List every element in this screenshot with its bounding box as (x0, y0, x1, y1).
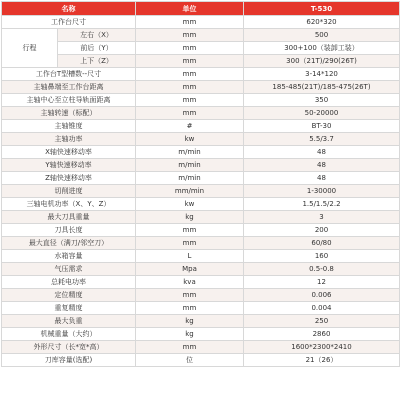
spec-value: 3-14*120 (244, 68, 400, 81)
spec-value: 1600*2300*2410 (244, 341, 400, 354)
spec-unit: mm/min (136, 185, 244, 198)
spec-unit: mm (136, 68, 244, 81)
spec-label: 主轴锥度 (2, 120, 136, 133)
spec-unit: mm (136, 81, 244, 94)
spec-value: 12 (244, 276, 400, 289)
spec-label: 定位精度 (2, 289, 136, 302)
travel-group-label: 行程 (2, 29, 58, 68)
table-row (2, 315, 400, 328)
spec-unit: mm (136, 341, 244, 354)
spec-value: 5.5/3.7 (244, 133, 400, 146)
table-row (2, 302, 400, 315)
spec-label: 水箱容量 (2, 250, 136, 263)
table-row (2, 133, 400, 146)
spec-unit: mm (136, 94, 244, 107)
spec-value: BT-30 (244, 120, 400, 133)
spec-label: 最大直径（满刀/邻空刀） (2, 237, 136, 250)
table-row (2, 237, 400, 250)
spec-value: 0.5-0.8 (244, 263, 400, 276)
spec-unit: m/min (136, 146, 244, 159)
header-model: T-530 (244, 2, 400, 16)
spec-unit: # (136, 120, 244, 133)
spec-unit: m/min (136, 172, 244, 185)
spec-label: 外形尺寸（长*宽*高） (2, 341, 136, 354)
table-row (2, 172, 400, 185)
table-row (2, 55, 400, 68)
spec-label: 刀具长度 (2, 224, 136, 237)
spec-unit: kg (136, 211, 244, 224)
spec-label: X轴快速移动率 (2, 146, 136, 159)
spec-value: 350 (244, 94, 400, 107)
spec-value: 250 (244, 315, 400, 328)
spec-value: 0.006 (244, 289, 400, 302)
spec-label: 三轴电机功率（X、Y、Z） (2, 198, 136, 211)
spec-unit: m/min (136, 159, 244, 172)
table-row (2, 107, 400, 120)
spec-label: 主轴转速（标配） (2, 107, 136, 120)
spec-label: 前后（Y） (58, 42, 136, 55)
spec-unit: kva (136, 276, 244, 289)
table-row (2, 185, 400, 198)
spec-unit: mm (136, 289, 244, 302)
spec-unit: mm (136, 107, 244, 120)
spec-unit: mm (136, 302, 244, 315)
spec-value: 300（21T)/290(26T) (244, 55, 400, 68)
spec-label: 气压需求 (2, 263, 136, 276)
spec-value: 60/80 (244, 237, 400, 250)
spec-label: 最大负重 (2, 315, 136, 328)
table-row (2, 29, 400, 42)
spec-value: 21（26） (244, 354, 400, 367)
spec-unit: kg (136, 328, 244, 341)
spec-value: 620*320 (244, 16, 400, 29)
spec-label: 重复精度 (2, 302, 136, 315)
header-name: 名称 (2, 2, 136, 16)
spec-label: 主轴鼻端至工作台距离 (2, 81, 136, 94)
spec-unit: mm (136, 42, 244, 55)
table-row (2, 289, 400, 302)
table-row (2, 276, 400, 289)
spec-label: 上下（Z） (58, 55, 136, 68)
spec-value: 3 (244, 211, 400, 224)
spec-unit: 位 (136, 354, 244, 367)
spec-unit: mm (136, 237, 244, 250)
spec-label: Z轴快速移动率 (2, 172, 136, 185)
table-row (2, 263, 400, 276)
spec-value: 2860 (244, 328, 400, 341)
table-row (2, 211, 400, 224)
spec-value: 200 (244, 224, 400, 237)
spec-label: Y轴快速移动率 (2, 159, 136, 172)
header-unit: 单位 (136, 2, 244, 16)
spec-label: 主轴中心至立柱导轨面距离 (2, 94, 136, 107)
spec-unit: L (136, 250, 244, 263)
table-row (2, 198, 400, 211)
spec-label: 左右（X） (58, 29, 136, 42)
spec-value: 185-485(21T)/185-475(26T) (244, 81, 400, 94)
spec-label: 机械重量（大约） (2, 328, 136, 341)
spec-value: 1.5/1.5/2.2 (244, 198, 400, 211)
spec-table (1, 1, 400, 367)
table-row (2, 159, 400, 172)
table-row (2, 81, 400, 94)
spec-unit: mm (136, 16, 244, 29)
spec-value: 0.004 (244, 302, 400, 315)
spec-value: 500 (244, 29, 400, 42)
spec-label: 最大刀具重量 (2, 211, 136, 224)
spec-value: 48 (244, 172, 400, 185)
spec-value: 160 (244, 250, 400, 263)
spec-label: 总耗电功率 (2, 276, 136, 289)
spec-value: 48 (244, 146, 400, 159)
spec-unit: mm (136, 224, 244, 237)
spec-unit: kg (136, 315, 244, 328)
table-row (2, 120, 400, 133)
spec-unit: kw (136, 198, 244, 211)
table-row (2, 42, 400, 55)
spec-value: 300+100（装卸工装） (244, 42, 400, 55)
table-row (2, 224, 400, 237)
table-row (2, 250, 400, 263)
spec-unit: Mpa (136, 263, 244, 276)
spec-label: 刀库容量(选配) (2, 354, 136, 367)
spec-value: 50-20000 (244, 107, 400, 120)
table-row (2, 16, 400, 29)
table-row (2, 68, 400, 81)
header-row (2, 2, 400, 16)
spec-label: 主轴功率 (2, 133, 136, 146)
spec-label: 工作台尺寸 (2, 16, 136, 29)
spec-value: 48 (244, 159, 400, 172)
table-row (2, 341, 400, 354)
spec-label: 工作台T型槽数--尺寸 (2, 68, 136, 81)
spec-unit: mm (136, 55, 244, 68)
table-row (2, 328, 400, 341)
table-row (2, 94, 400, 107)
table-row (2, 354, 400, 367)
spec-unit: kw (136, 133, 244, 146)
spec-unit: mm (136, 29, 244, 42)
spec-value: 1-30000 (244, 185, 400, 198)
table-row (2, 146, 400, 159)
spec-label: 切削进度 (2, 185, 136, 198)
